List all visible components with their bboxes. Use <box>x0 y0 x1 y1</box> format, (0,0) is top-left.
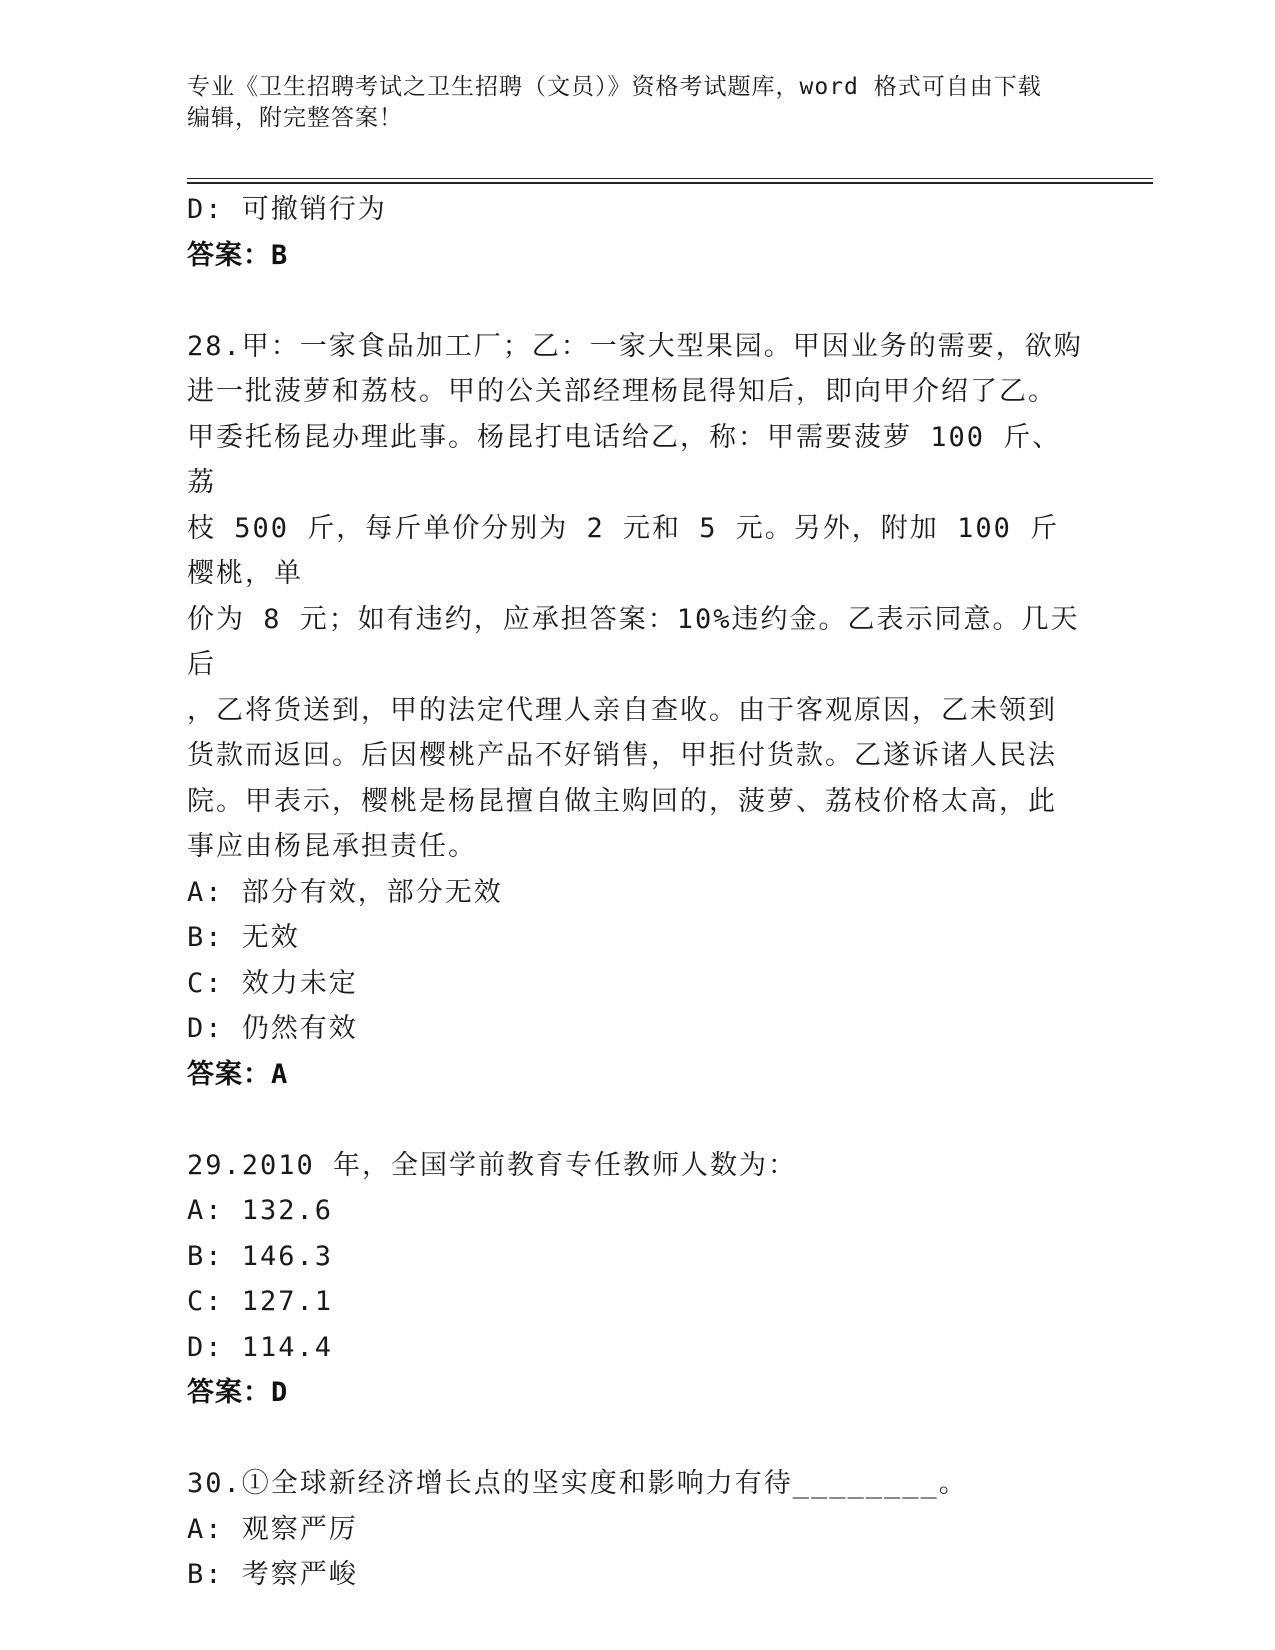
stem-line: 院。甲表示，樱桃是杨昆擅自做主购回的，菠萝、荔枝价格太高，此 <box>187 785 1057 817</box>
header-divider <box>187 178 1153 184</box>
question-30-option-b: B: 考察严峻 <box>187 1559 358 1590</box>
stem-line: ，乙将货送到，甲的法定代理人亲自查收。由于客观原因，乙未领到 <box>187 694 1057 726</box>
prev-option-d: D: 可撤销行为 <box>187 194 387 225</box>
spacer <box>187 1416 1087 1462</box>
stem-line: 枝 500 斤，每斤单价分别为 2 元和 5 元。另外，附加 100 斤樱桃，单 <box>187 512 1060 589</box>
question-29-stem: 29.2010 年，全国学前教育专任教师人数为： <box>187 1149 798 1181</box>
spacer <box>187 1097 1087 1143</box>
question-28-stem <box>187 324 1087 870</box>
stem-line: 价为 8 元；如有违约，应承担答案：10%违约金。乙表示同意。几天后 <box>187 603 1080 680</box>
question-28-option-d: D: 仍然有效 <box>187 1013 358 1044</box>
question-28-option-b: B: 无效 <box>187 922 300 953</box>
header-divider-thick <box>187 182 1153 184</box>
prev-answer: 答案：B <box>187 239 289 271</box>
stem-line: 货款而返回。后因樱桃产品不好销售，甲拒付货款。乙遂诉诸人民法 <box>187 740 1057 771</box>
question-29-option-b: B: 146.3 <box>187 1240 334 1272</box>
question-29 <box>187 1143 1087 1416</box>
page-header <box>187 72 1087 134</box>
question-28-option-a: A: 部分有效，部分无效 <box>187 876 503 908</box>
question-30 <box>187 1461 1087 1598</box>
stem-line: 进一批菠萝和荔枝。甲的公关部经理杨昆得知后，即向甲介绍了乙。 <box>187 376 1057 407</box>
question-list <box>187 187 1087 1598</box>
question-28-answer: 答案：A <box>187 1058 289 1090</box>
header-line-1: 专业《卫生招聘考试之卫生招聘（文员）》资格考试题库，word 格式可自由下载 <box>187 74 1042 100</box>
question-29-answer: 答案：D <box>187 1377 289 1408</box>
spacer <box>187 278 1087 324</box>
question-28-option-c: C: 效力未定 <box>187 967 358 999</box>
question-29-option-a: A: 132.6 <box>187 1195 334 1226</box>
stem-line: 28.甲：一家食品加工厂；乙：一家大型果园。甲因业务的需要，欲购 <box>187 330 1083 362</box>
question-30-stem: 30.①全球新经济增长点的坚实度和影响力有待________。 <box>187 1468 968 1499</box>
header-divider-thin <box>187 178 1153 179</box>
question-30-option-a: A: 观察严厉 <box>187 1513 358 1545</box>
stem-line: 甲委托杨昆办理此事。杨昆打电话给乙，称：甲需要菠萝 100 斤、荔 <box>187 421 1062 498</box>
question-29-option-c: C: 127.1 <box>187 1286 334 1317</box>
question-29-option-d: D: 114.4 <box>187 1331 334 1363</box>
stem-line: 事应由杨昆承担责任。 <box>187 831 477 862</box>
question-28 <box>187 324 1087 1098</box>
header-line-2: 编辑，附完整答案！ <box>187 105 403 131</box>
